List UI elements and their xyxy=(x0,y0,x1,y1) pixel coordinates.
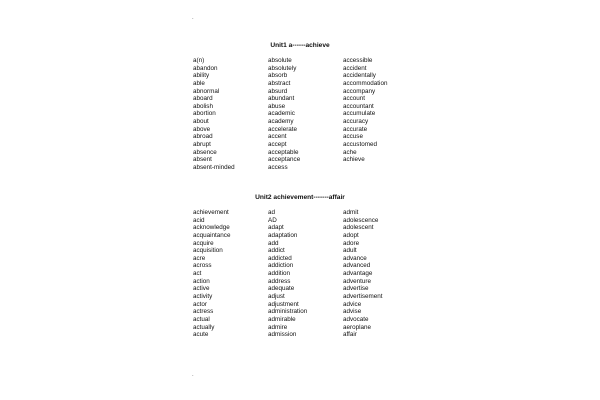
vocab-word: adventure xyxy=(343,277,372,285)
vocab-word: aboard xyxy=(193,95,213,103)
vocab-word: addicted xyxy=(268,254,292,262)
vocab-word: adjust xyxy=(268,293,285,301)
vocab-word: a(n) xyxy=(193,57,205,64)
vocab-word: ad xyxy=(268,209,276,216)
vocab-word: acknowledge xyxy=(193,224,230,232)
vocab-word: accustomed xyxy=(343,141,377,149)
vocab-word: accident xyxy=(343,64,367,72)
vocab-word: active xyxy=(193,285,210,293)
vocab-word: advertisement xyxy=(343,293,383,301)
vocab-word: advice xyxy=(343,300,362,308)
vocab-word: actual xyxy=(193,315,210,323)
vocab-word: access xyxy=(268,163,288,171)
vocab-word: advocate xyxy=(343,315,369,323)
vocab-word: advise xyxy=(343,308,362,316)
vocab-word: absence xyxy=(193,148,217,156)
vocab-word: acceptance xyxy=(268,156,301,164)
vocab-word: ability xyxy=(193,72,210,80)
vocab-word: abortion xyxy=(193,110,216,118)
vocab-word: activity xyxy=(193,293,213,301)
vocab-word: adapt xyxy=(268,224,284,232)
vocab-word: abundant xyxy=(268,95,295,103)
vocab-word: actor xyxy=(193,300,207,308)
unit-1-column-3 xyxy=(343,57,387,164)
vocab-word: absent-minded xyxy=(193,163,235,171)
vocab-word: abuse xyxy=(268,102,286,110)
vocab-word: absurd xyxy=(268,87,288,95)
vocab-word: admit xyxy=(343,209,359,216)
vocab-word: accommodation xyxy=(343,79,388,87)
vocab-word: adolescence xyxy=(343,216,379,224)
vocab-word: achievement xyxy=(193,209,229,216)
vocab-word: acquire xyxy=(193,239,214,247)
vocab-word: ache xyxy=(343,148,357,156)
vocab-word: accidentally xyxy=(343,72,376,80)
vocab-word: adolescent xyxy=(343,224,374,232)
vocab-word: accurate xyxy=(343,125,368,133)
vocab-word: acquaintance xyxy=(193,231,231,239)
vocab-word: accuse xyxy=(343,133,363,141)
vocab-word: acid xyxy=(193,216,205,224)
vocab-word: adequate xyxy=(268,285,295,293)
vocab-word: adjustment xyxy=(268,300,299,308)
vocab-word: abroad xyxy=(193,133,213,141)
vocab-word: advantage xyxy=(343,270,373,278)
vocab-word: absolutely xyxy=(268,64,297,72)
vocab-word: addict xyxy=(268,247,285,255)
vocab-word: acquisition xyxy=(193,247,223,255)
vocab-word: abrupt xyxy=(193,141,211,149)
vocab-word: academic xyxy=(268,110,295,118)
unit-2-column-2 xyxy=(268,209,307,339)
vocab-word: academy xyxy=(268,118,294,126)
vocab-word: accent xyxy=(268,133,287,141)
vocab-word: about xyxy=(193,118,209,126)
vocab-word: abnormal xyxy=(193,87,220,95)
vocab-word: adopt xyxy=(343,231,359,239)
vocab-word: affair xyxy=(343,331,357,339)
vocab-word: accompany xyxy=(343,87,376,95)
unit-1-column-2 xyxy=(268,57,300,172)
vocab-word: accessible xyxy=(343,57,373,64)
vocab-word: able xyxy=(193,79,205,87)
vocab-word: accelerate xyxy=(268,125,298,133)
vocab-word: AD xyxy=(268,216,277,224)
vocab-word: addition xyxy=(268,270,291,278)
vocab-word: above xyxy=(193,125,211,133)
unit-2-title: Unit2 achievement-------affair xyxy=(255,194,345,201)
vocab-word: act xyxy=(193,270,202,278)
vocab-word: addiction xyxy=(268,262,294,270)
vocab-word: add xyxy=(268,239,279,247)
vocab-word: accept xyxy=(268,141,287,149)
vocab-word: absent xyxy=(193,156,212,164)
page-mark-bottom: . xyxy=(192,372,194,378)
unit-1-title: Unit1 a------achieve xyxy=(270,42,330,49)
vocab-word: absorb xyxy=(268,72,288,80)
vocab-word: absolute xyxy=(268,57,292,64)
vocab-word: advanced xyxy=(343,262,371,270)
unit-2-column-1 xyxy=(193,209,230,339)
vocab-word: actress xyxy=(193,308,214,316)
vocab-word: aeroplane xyxy=(343,323,372,331)
page-mark-top: . xyxy=(192,15,194,21)
vocab-word: admirable xyxy=(268,315,296,323)
vocab-word: admire xyxy=(268,323,288,331)
vocab-word: achieve xyxy=(343,156,365,164)
vocab-word: adult xyxy=(343,247,357,255)
vocab-word: advance xyxy=(343,254,367,262)
vocab-word: abolish xyxy=(193,102,213,110)
vocab-word: admission xyxy=(268,331,297,339)
vocab-word: acute xyxy=(193,331,209,339)
vocab-word: advertise xyxy=(343,285,369,293)
vocab-word: accuracy xyxy=(343,118,369,126)
vocab-word: accumulate xyxy=(343,110,376,118)
vocab-word: address xyxy=(268,277,291,285)
vocab-word: adaptation xyxy=(268,231,298,239)
vocab-word: administration xyxy=(268,308,308,316)
vocab-word: abandon xyxy=(193,64,218,72)
vocab-word: action xyxy=(193,277,210,285)
vocab-word: adore xyxy=(343,239,360,247)
vocab-word: abstract xyxy=(268,79,291,87)
vocab-word: accountant xyxy=(343,102,374,110)
unit-2-column-3 xyxy=(343,209,383,339)
vocab-word: account xyxy=(343,95,366,103)
unit-1-column-1 xyxy=(193,57,235,172)
vocab-word: across xyxy=(193,262,212,270)
vocab-word: acceptable xyxy=(268,148,299,156)
vocab-word: actually xyxy=(193,323,215,331)
vocab-word: acre xyxy=(193,254,206,262)
